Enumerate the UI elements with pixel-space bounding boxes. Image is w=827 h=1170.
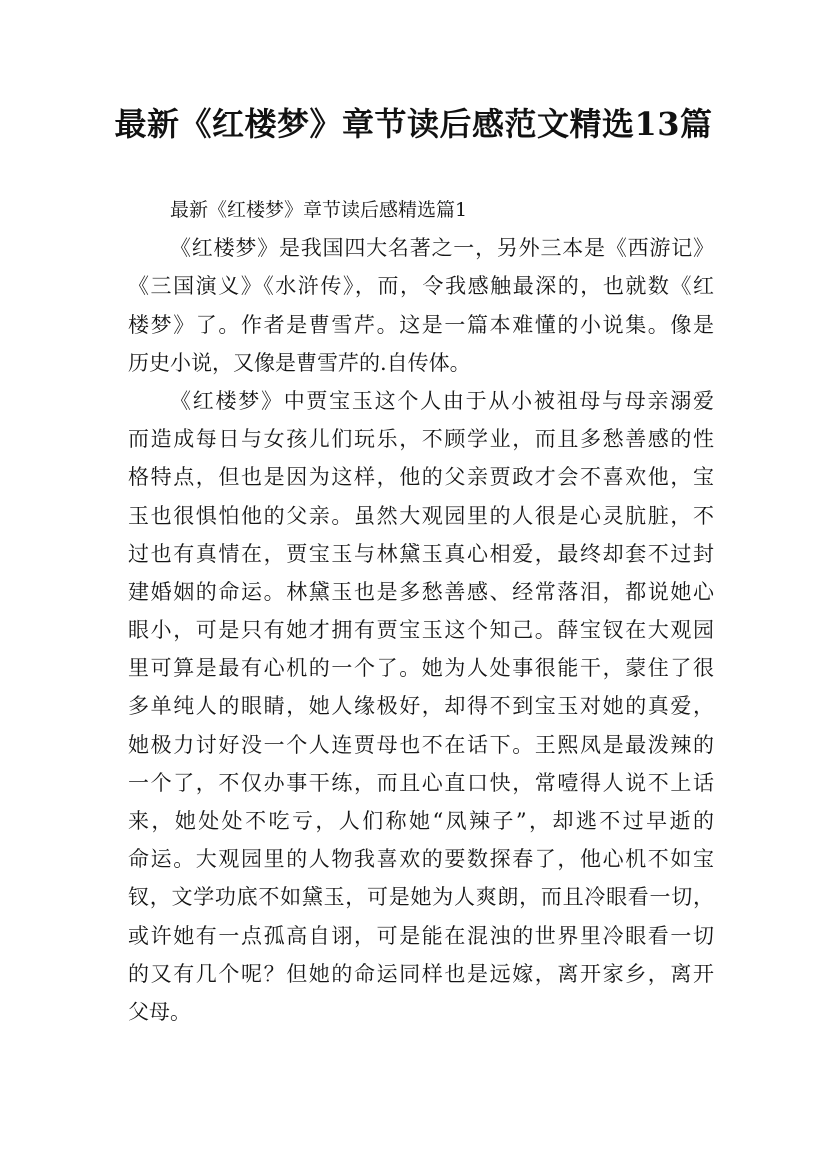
paragraph-2-line: 钗，文学功底不如黛玉，可是她为人爽朗，而且冷眼看一切， bbox=[128, 885, 714, 910]
paragraph-2-line: 命运。大观园里的人物我喜欢的要数探春了，他心机不如宝 bbox=[128, 847, 714, 872]
document-title: 最新《红楼梦》章节读后感范文精选13篇 bbox=[114, 105, 713, 143]
document-body bbox=[128, 191, 714, 1031]
paragraph-1-line: 历史小说，又像是曹雪芹的.自传体。 bbox=[128, 350, 471, 375]
section-heading: 最新《红楼梦》章节读后感精选篇1 bbox=[170, 199, 468, 221]
paragraph-2-line: 一个了，不仅办事干练，而且心直口快，常噎得人说不上话 bbox=[128, 770, 714, 795]
paragraph-2-line: 来，她处处不吃亏，人们称她“凤辣子”，却逃不过早逝的 bbox=[128, 809, 714, 833]
paragraph-2-line: 《红楼梦》中贾宝玉这个人由于从小被祖母与母亲溺爱 bbox=[170, 388, 714, 413]
paragraph-2-line: 玉也很惧怕他的父亲。虽然大观园里的人很是心灵肮脏，不 bbox=[128, 503, 714, 528]
paragraph-1-line: 《三国演义》《水浒传》，而，令我感触最深的，也就数《红 bbox=[128, 274, 714, 299]
paragraph-2-line: 里可算是最有心机的一个了。她为人处事很能干，蒙住了很 bbox=[128, 656, 714, 681]
paragraph-2-line: 多单纯人的眼睛，她人缘极好，却得不到宝玉对她的真爱， bbox=[128, 694, 714, 719]
paragraph-2-line: 她极力讨好没一个人连贾母也不在话下。王熙凤是最泼辣的 bbox=[128, 732, 714, 757]
paragraph-2-line: 格特点，但也是因为这样，他的父亲贾政才会不喜欢他，宝 bbox=[128, 465, 714, 490]
paragraph-2-line: 过也有真情在，贾宝玉与林黛玉真心相爱，最终却套不过封 bbox=[128, 541, 714, 566]
paragraph-2-line: 的又有几个呢？但她的命运同样也是远嫁，离开家乡，离开 bbox=[128, 961, 714, 986]
paragraph-1-line: 《红楼梦》是我国四大名著之一，另外三本是《西游记》 bbox=[170, 236, 714, 261]
paragraph-2-line: 而造成每日与女孩儿们玩乐，不顾学业，而且多愁善感的性 bbox=[128, 427, 714, 452]
paragraph-2-line: 父母。 bbox=[128, 999, 191, 1024]
paragraph-1-line: 楼梦》了。作者是曹雪芹。这是一篇本难懂的小说集。像是 bbox=[128, 312, 714, 337]
paragraph-2-line: 或许她有一点孤高自诩，可是能在混浊的世界里冷眼看一切 bbox=[128, 923, 714, 948]
paragraph-2-line: 眼小，可是只有她才拥有贾宝玉这个知己。薛宝钗在大观园 bbox=[128, 618, 714, 643]
paragraph-2-line: 建婚姻的命运。林黛玉也是多愁善感、经常落泪，都说她心 bbox=[128, 579, 714, 604]
